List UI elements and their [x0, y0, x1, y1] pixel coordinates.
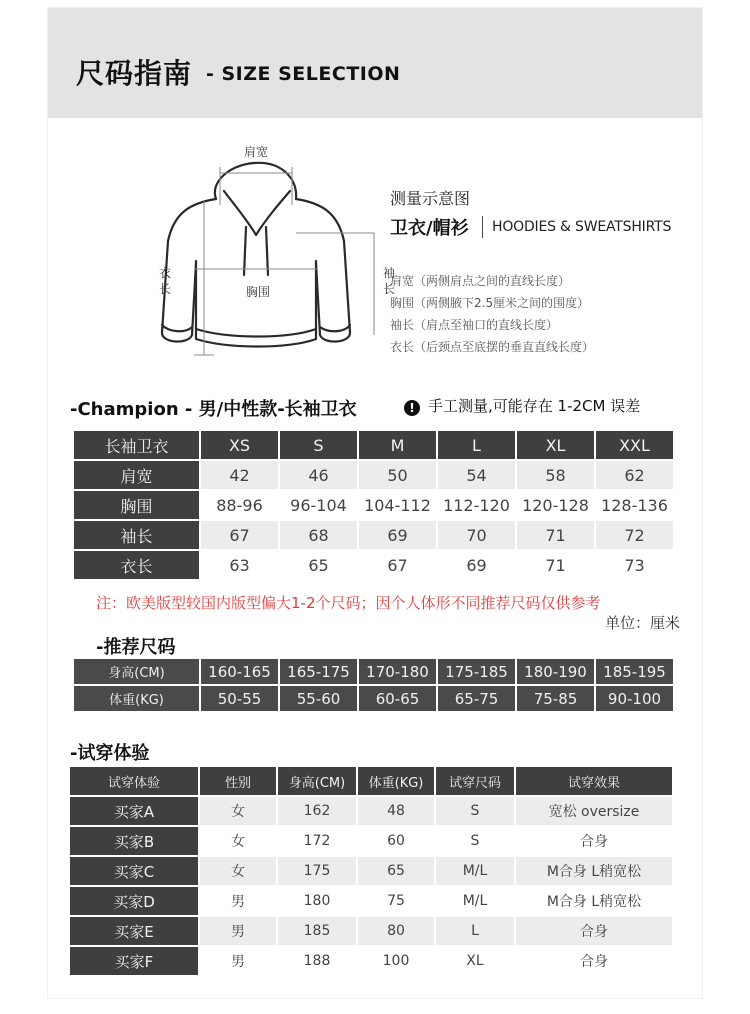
table-cell: 90-100 [596, 686, 673, 711]
table-cell: 170-180 [359, 659, 436, 684]
table-cell: 50 [359, 461, 436, 489]
table-cell: 68 [280, 521, 357, 549]
table-cell: 54 [438, 461, 515, 489]
size-note: 注：欧美版型较国内版型偏大1-2个尺码；因个人体形不同推荐尺码仅供参考 [96, 594, 601, 612]
table-cell: 75 [358, 887, 434, 915]
unit-label: 单位：厘米 [604, 614, 680, 632]
table-cell: 72 [596, 521, 673, 549]
table-header-cell: 试穿效果 [516, 767, 672, 795]
table-cell: 合身 [516, 947, 672, 975]
table-cell: 宽松 oversize [516, 797, 672, 825]
row-label: 买家A [70, 797, 198, 825]
row-label: 体重(KG) [74, 686, 199, 711]
table-cell: 112-120 [438, 491, 515, 519]
table-cell: 男 [200, 947, 276, 975]
table-header-cell: 身高(CM) [278, 767, 356, 795]
table-cell: 58 [517, 461, 594, 489]
table-cell: S [436, 797, 514, 825]
table-row [70, 797, 672, 825]
table-cell: 60 [358, 827, 434, 855]
table-cell: M/L [436, 887, 514, 915]
table-row [74, 659, 673, 684]
table-row [74, 461, 673, 489]
table-cell: 69 [438, 551, 515, 579]
table-header-cell: XL [517, 431, 594, 459]
size-table [72, 429, 675, 581]
category-divider [482, 216, 483, 238]
legend-title: 测量示意图 [390, 189, 471, 208]
table-cell: 67 [359, 551, 436, 579]
table-row [74, 551, 673, 579]
note-sleeve: 袖长（肩点至袖口的直线长度） [390, 318, 559, 332]
table-cell: 女 [200, 827, 276, 855]
table-header-cell: XXL [596, 431, 673, 459]
table-cell: XL [436, 947, 514, 975]
notice-text: 手工测量,可能存在 1-2CM 误差 [428, 397, 641, 415]
table-cell: 65 [280, 551, 357, 579]
trial-table [68, 765, 674, 977]
row-label: 肩宽 [74, 461, 199, 489]
table-header-cell: 性别 [200, 767, 276, 795]
table-cell: 172 [278, 827, 356, 855]
table-row [70, 827, 672, 855]
table-cell: 69 [359, 521, 436, 549]
measurement-notice [404, 395, 640, 416]
table-cell: 50-55 [201, 686, 278, 711]
table-cell: 女 [200, 797, 276, 825]
page-title: 尺码指南 [76, 57, 193, 90]
table-cell: 合身 [516, 917, 672, 945]
product-title: -Champion - 男/中性款-长袖卫衣 [70, 399, 357, 420]
table-cell: 46 [280, 461, 357, 489]
hoodie-diagram [148, 143, 398, 373]
row-label: 胸围 [74, 491, 199, 519]
table-cell: 100 [358, 947, 434, 975]
row-label: 买家F [70, 947, 198, 975]
note-shoulder: 肩宽（两侧肩点之间的直线长度） [390, 274, 571, 288]
trial-title: -试穿体验 [70, 743, 150, 764]
table-cell: M合身 L稍宽松 [516, 857, 672, 885]
alert-icon: ! [404, 400, 420, 416]
table-cell: 160-165 [201, 659, 278, 684]
table-cell: 73 [596, 551, 673, 579]
row-label: 买家E [70, 917, 198, 945]
sleeve-label: 袖长 [382, 266, 395, 296]
table-row [70, 917, 672, 945]
table-row [70, 947, 672, 975]
table-cell: 男 [200, 917, 276, 945]
table-cell: 88-96 [201, 491, 278, 519]
table-cell: M/L [436, 857, 514, 885]
table-cell: 80 [358, 917, 434, 945]
table-header-cell: M [359, 431, 436, 459]
table-cell: M合身 L稍宽松 [516, 887, 672, 915]
table-cell: 185 [278, 917, 356, 945]
table-cell: 96-104 [280, 491, 357, 519]
size-table-header [74, 431, 673, 459]
note-length: 衣长（后颈点至底摆的垂直直线长度） [390, 340, 595, 354]
table-cell: 女 [200, 857, 276, 885]
table-cell: 165-175 [280, 659, 357, 684]
table-cell: 120-128 [517, 491, 594, 519]
table-cell: 62 [596, 461, 673, 489]
row-label: 衣长 [74, 551, 199, 579]
table-cell: 175 [278, 857, 356, 885]
table-cell: 55-60 [280, 686, 357, 711]
table-header-cell: XS [201, 431, 278, 459]
table-header-cell: 试穿尺码 [436, 767, 514, 795]
table-cell: 71 [517, 551, 594, 579]
table-header-cell: S [280, 431, 357, 459]
table-cell: 65-75 [438, 686, 515, 711]
table-cell: 180 [278, 887, 356, 915]
table-cell: L [436, 917, 514, 945]
recommend-table [72, 657, 675, 713]
trial-table-header [70, 767, 672, 795]
table-cell: 128-136 [596, 491, 673, 519]
table-cell: S [436, 827, 514, 855]
table-row [70, 887, 672, 915]
table-header-cell: 体重(KG) [358, 767, 434, 795]
hoodie-icon [148, 143, 398, 373]
page-subtitle: - SIZE SELECTION [206, 63, 401, 85]
row-label: 买家B [70, 827, 198, 855]
header-banner [48, 8, 702, 118]
table-cell: 63 [201, 551, 278, 579]
table-row [70, 857, 672, 885]
row-label: 身高(CM) [74, 659, 199, 684]
table-cell: 60-65 [359, 686, 436, 711]
table-cell: 65 [358, 857, 434, 885]
table-row [74, 686, 673, 711]
table-header-cell: 试穿体验 [70, 767, 198, 795]
table-cell: 175-185 [438, 659, 515, 684]
table-cell: 合身 [516, 827, 672, 855]
chest-label: 胸围 [246, 285, 271, 299]
row-label: 买家C [70, 857, 198, 885]
measurement-notes [390, 270, 594, 358]
recommend-title: -推荐尺码 [96, 637, 176, 658]
row-label: 袖长 [74, 521, 199, 549]
row-label: 买家D [70, 887, 198, 915]
table-cell: 71 [517, 521, 594, 549]
table-cell: 42 [201, 461, 278, 489]
table-header-cell: L [438, 431, 515, 459]
table-row [74, 491, 673, 519]
table-cell: 162 [278, 797, 356, 825]
table-cell: 67 [201, 521, 278, 549]
category-en: HOODIES & SWEATSHIRTS [492, 219, 672, 235]
table-cell: 180-190 [517, 659, 594, 684]
table-cell: 185-195 [596, 659, 673, 684]
table-cell: 75-85 [517, 686, 594, 711]
shoulder-label: 肩宽 [244, 145, 269, 159]
length-label: 衣长 [158, 266, 171, 296]
table-cell: 48 [358, 797, 434, 825]
note-chest: 胸围（两侧腋下2.5厘米之间的围度） [390, 296, 590, 310]
table-row [74, 521, 673, 549]
table-cell: 104-112 [359, 491, 436, 519]
table-cell: 188 [278, 947, 356, 975]
table-cell: 男 [200, 887, 276, 915]
table-cell: 70 [438, 521, 515, 549]
category-cn: 卫衣/帽衫 [390, 218, 469, 239]
size-guide-page [48, 8, 702, 998]
table-header-cell: 长袖卫衣 [74, 431, 199, 459]
